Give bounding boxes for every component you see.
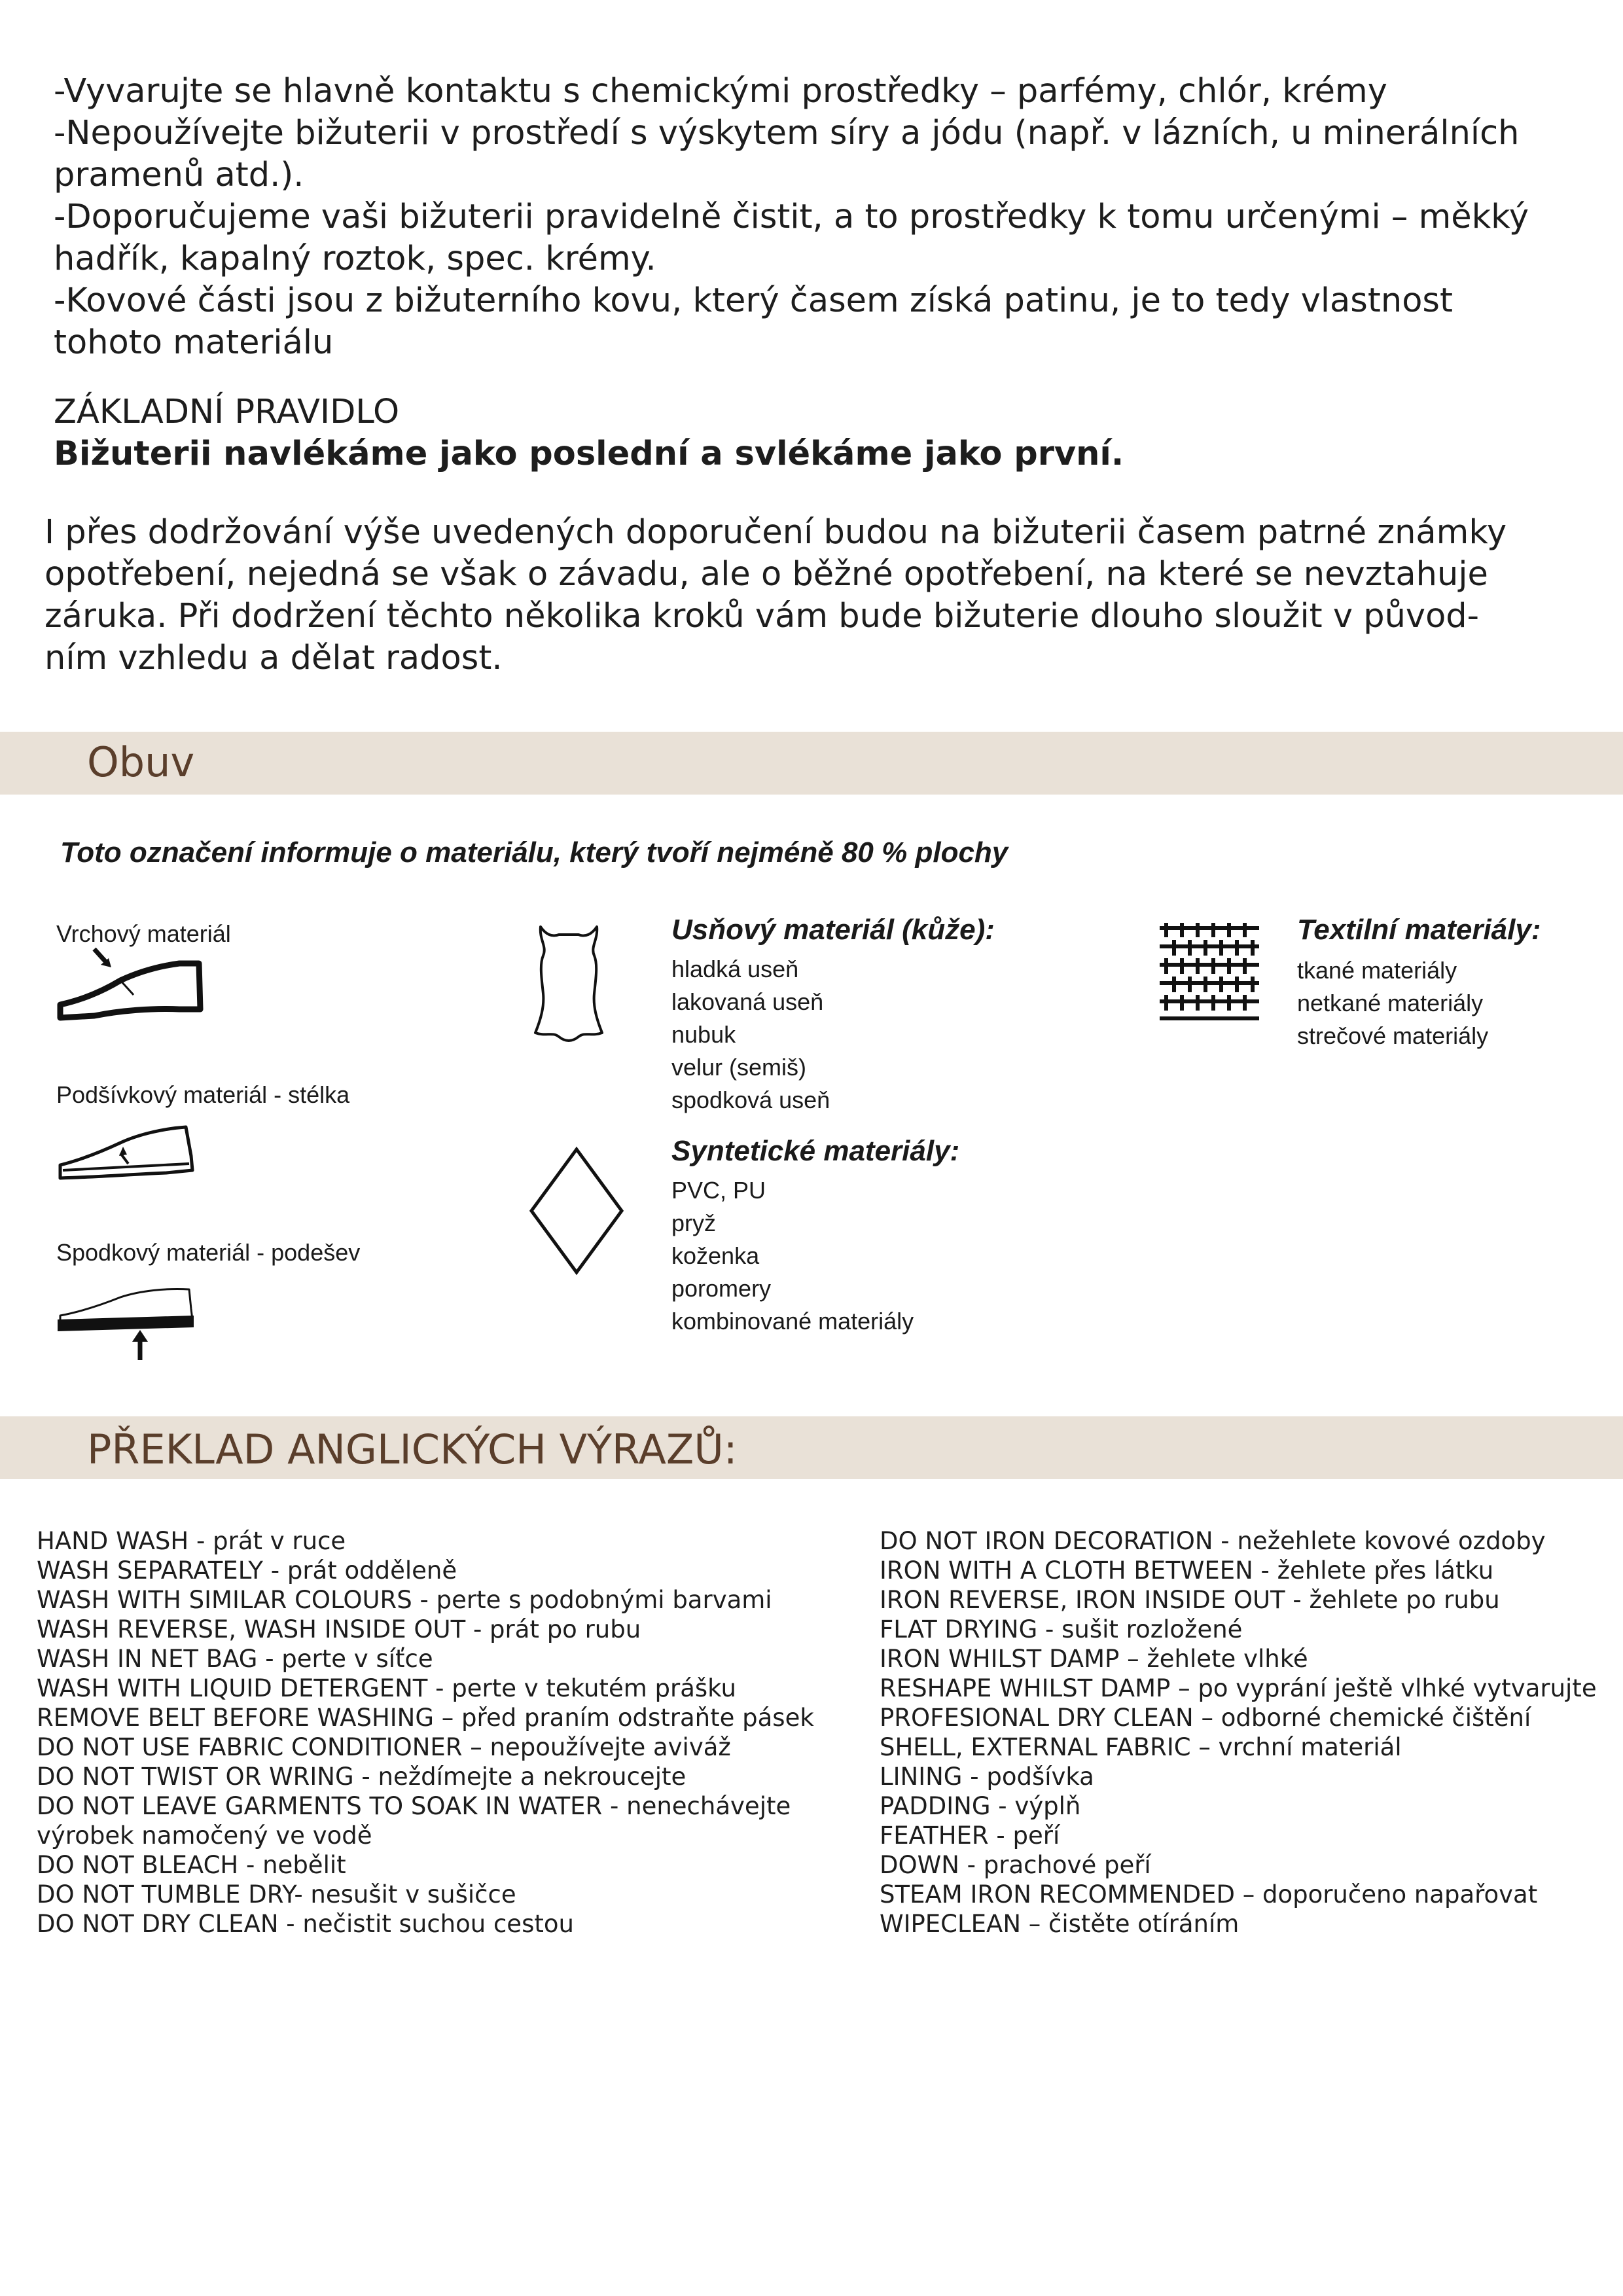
translation-list-left bbox=[37, 1526, 814, 1939]
textile-list bbox=[1297, 954, 1488, 1052]
translation-item: WASH IN NET BAG - perte v síťce bbox=[37, 1645, 433, 1673]
textile-item: strečové materiály bbox=[1297, 1022, 1489, 1049]
translation-item: WIPECLEAN – čistěte otíráním bbox=[880, 1910, 1240, 1938]
textile-item: tkané materiály bbox=[1297, 957, 1457, 984]
translation-item: WASH WITH LIQUID DETERGENT - perte v tekutém prášku bbox=[37, 1674, 736, 1702]
translation-item: DO NOT USE FABRIC CONDITIONER – nepoužívejte aviváž bbox=[37, 1733, 731, 1761]
textile-weave-icon bbox=[1157, 920, 1262, 1025]
intro-bullet-line: tohoto materiálu bbox=[54, 323, 334, 362]
translation-item: IRON WHILST DAMP – žehlete vlhké bbox=[880, 1645, 1308, 1673]
translation-item: IRON WITH A CLOTH BETWEEN - žehlete přes látku bbox=[880, 1556, 1494, 1585]
translation-item: PADDING - výplň bbox=[880, 1792, 1081, 1820]
synthetic-diamond-icon bbox=[527, 1145, 626, 1276]
translation-item: REMOVE BELT BEFORE WASHING – před praním odstraňte pásek bbox=[37, 1704, 814, 1732]
intro-bullet-line: -Doporučujeme vaši bižuterii pravidelně čistit, a to prostředky k tomu určenými – měkký bbox=[54, 198, 1529, 236]
translation-item: FLAT DRYING - sušit rozložené bbox=[880, 1615, 1243, 1643]
translation-item: DOWN - prachové peří bbox=[880, 1851, 1151, 1879]
translation-item: STEAM IRON RECOMMENDED – doporučeno napařovat bbox=[880, 1880, 1538, 1909]
section-title-translation: PŘEKLAD ANGLICKÝCH VÝRAZŮ: bbox=[87, 1426, 738, 1473]
section-header-band-shoes bbox=[0, 732, 1623, 795]
translation-item: výrobek namočený ve vodě bbox=[37, 1821, 372, 1850]
label-upper-material: Vrchový materiál bbox=[56, 920, 231, 947]
shoe-lining-icon bbox=[55, 1121, 199, 1186]
translation-item: DO NOT LEAVE GARMENTS TO SOAK IN WATER - nenechávejte bbox=[37, 1792, 791, 1820]
basic-rule-heading: ZÁKLADNÍ PRAVIDLO bbox=[54, 393, 400, 431]
intro-bullet-line: pramenů atd.). bbox=[54, 156, 304, 194]
translation-item: SHELL, EXTERNAL FABRIC – vrchní materiál bbox=[880, 1733, 1402, 1761]
translation-item: FEATHER - peří bbox=[880, 1821, 1060, 1850]
intro-bullet-line: -Kovové části jsou z bižuterního kovu, který časem získá patinu, je to tedy vlastnost bbox=[54, 281, 1453, 320]
translation-item: RESHAPE WHILST DAMP – po vyprání ještě vlhké vytvarujte bbox=[880, 1674, 1597, 1702]
leather-item: spodková useň bbox=[671, 1086, 830, 1113]
translation-item: HAND WASH - prát v ruce bbox=[37, 1527, 346, 1555]
intro-bullet-list bbox=[54, 71, 1529, 364]
paragraph-line: opotřebení, nejedná se však o závadu, ale o běžné opotřebení, na které se nevztahuje bbox=[45, 555, 1488, 594]
textile-item: netkané materiály bbox=[1297, 990, 1484, 1016]
paragraph-line: I přes dodržování výše uvedených doporučení budou na bižuterii časem patrné známky bbox=[45, 513, 1507, 552]
translation-item: WASH WITH SIMILAR COLOURS - perte s podobnými barvami bbox=[37, 1586, 772, 1614]
section-header-band-translation bbox=[0, 1416, 1623, 1479]
translation-item: IRON REVERSE, IRON INSIDE OUT - žehlete po rubu bbox=[880, 1586, 1500, 1614]
translation-item: WASH SEPARATELY - prát odděleně bbox=[37, 1556, 457, 1585]
basic-rule bbox=[54, 391, 1124, 475]
synthetic-title: Syntetické materiály: bbox=[671, 1135, 960, 1167]
textile-title: Textilní materiály: bbox=[1297, 914, 1541, 946]
figure-heading: Toto označení informuje o materiálu, který tvoří nejméně 80 % plochy bbox=[60, 836, 1008, 869]
label-sole-material: Spodkový materiál - podešev bbox=[56, 1239, 361, 1266]
shoe-upper-icon bbox=[55, 942, 205, 1028]
translation-item: LINING - podšívka bbox=[880, 1763, 1094, 1791]
leather-title: Usňový materiál (kůže): bbox=[671, 914, 995, 946]
leather-hide-icon bbox=[526, 922, 611, 1046]
leather-item: velur (semiš) bbox=[671, 1054, 807, 1081]
leather-item: lakovaná useň bbox=[671, 988, 824, 1015]
intro-bullet-line: -Nepoužívejte bižuterii v prostředí s výskytem síry a jódu (např. v lázních, u minerálních bbox=[54, 114, 1520, 152]
intro-bullet-line: -Vyvarujte se hlavně kontaktu s chemickými prostředky – parfémy, chlór, krémy bbox=[54, 72, 1387, 111]
leather-item: hladká useň bbox=[671, 956, 799, 982]
translation-list-right bbox=[880, 1526, 1597, 1939]
translation-item: WASH REVERSE, WASH INSIDE OUT - prát po rubu bbox=[37, 1615, 641, 1643]
synthetic-item: poromery bbox=[671, 1275, 772, 1302]
leather-list bbox=[671, 953, 830, 1117]
synthetic-item: koženka bbox=[671, 1242, 760, 1269]
intro-bullet-line: hadřík, kapalný roztok, spec. krémy. bbox=[54, 240, 656, 278]
wear-paragraph bbox=[45, 512, 1507, 679]
paragraph-line: ním vzhledu a dělat radost. bbox=[45, 639, 503, 677]
synthetic-list bbox=[671, 1174, 914, 1338]
leather-item: nubuk bbox=[671, 1021, 736, 1048]
synthetic-item: pryž bbox=[671, 1210, 717, 1236]
translation-item: PROFESIONAL DRY CLEAN – odborné chemické čištění bbox=[880, 1704, 1531, 1732]
shoe-sole-icon bbox=[55, 1287, 199, 1365]
basic-rule-text: Bižuterii navlékáme jako poslední a svlékáme jako první. bbox=[54, 435, 1124, 473]
synthetic-item: PVC, PU bbox=[671, 1177, 766, 1204]
translation-item: DO NOT TWIST OR WRING - neždímejte a nekroucejte bbox=[37, 1763, 687, 1791]
section-title-shoes: Obuv bbox=[87, 738, 195, 786]
synthetic-item: kombinované materiály bbox=[671, 1308, 914, 1335]
translation-item: DO NOT DRY CLEAN - nečistit suchou cestou bbox=[37, 1910, 574, 1938]
translation-item: DO NOT IRON DECORATION - nežehlete kovové ozdoby bbox=[880, 1527, 1546, 1555]
translation-item: DO NOT BLEACH - nebělit bbox=[37, 1851, 346, 1879]
paragraph-line: záruka. Při dodržení těchto několika kroků vám bude bižuterie dlouho sloužit v původ- bbox=[45, 597, 1480, 636]
translation-item: DO NOT TUMBLE DRY- nesušit v sušičce bbox=[37, 1880, 516, 1909]
label-lining-material: Podšívkový materiál - stélka bbox=[56, 1081, 350, 1108]
